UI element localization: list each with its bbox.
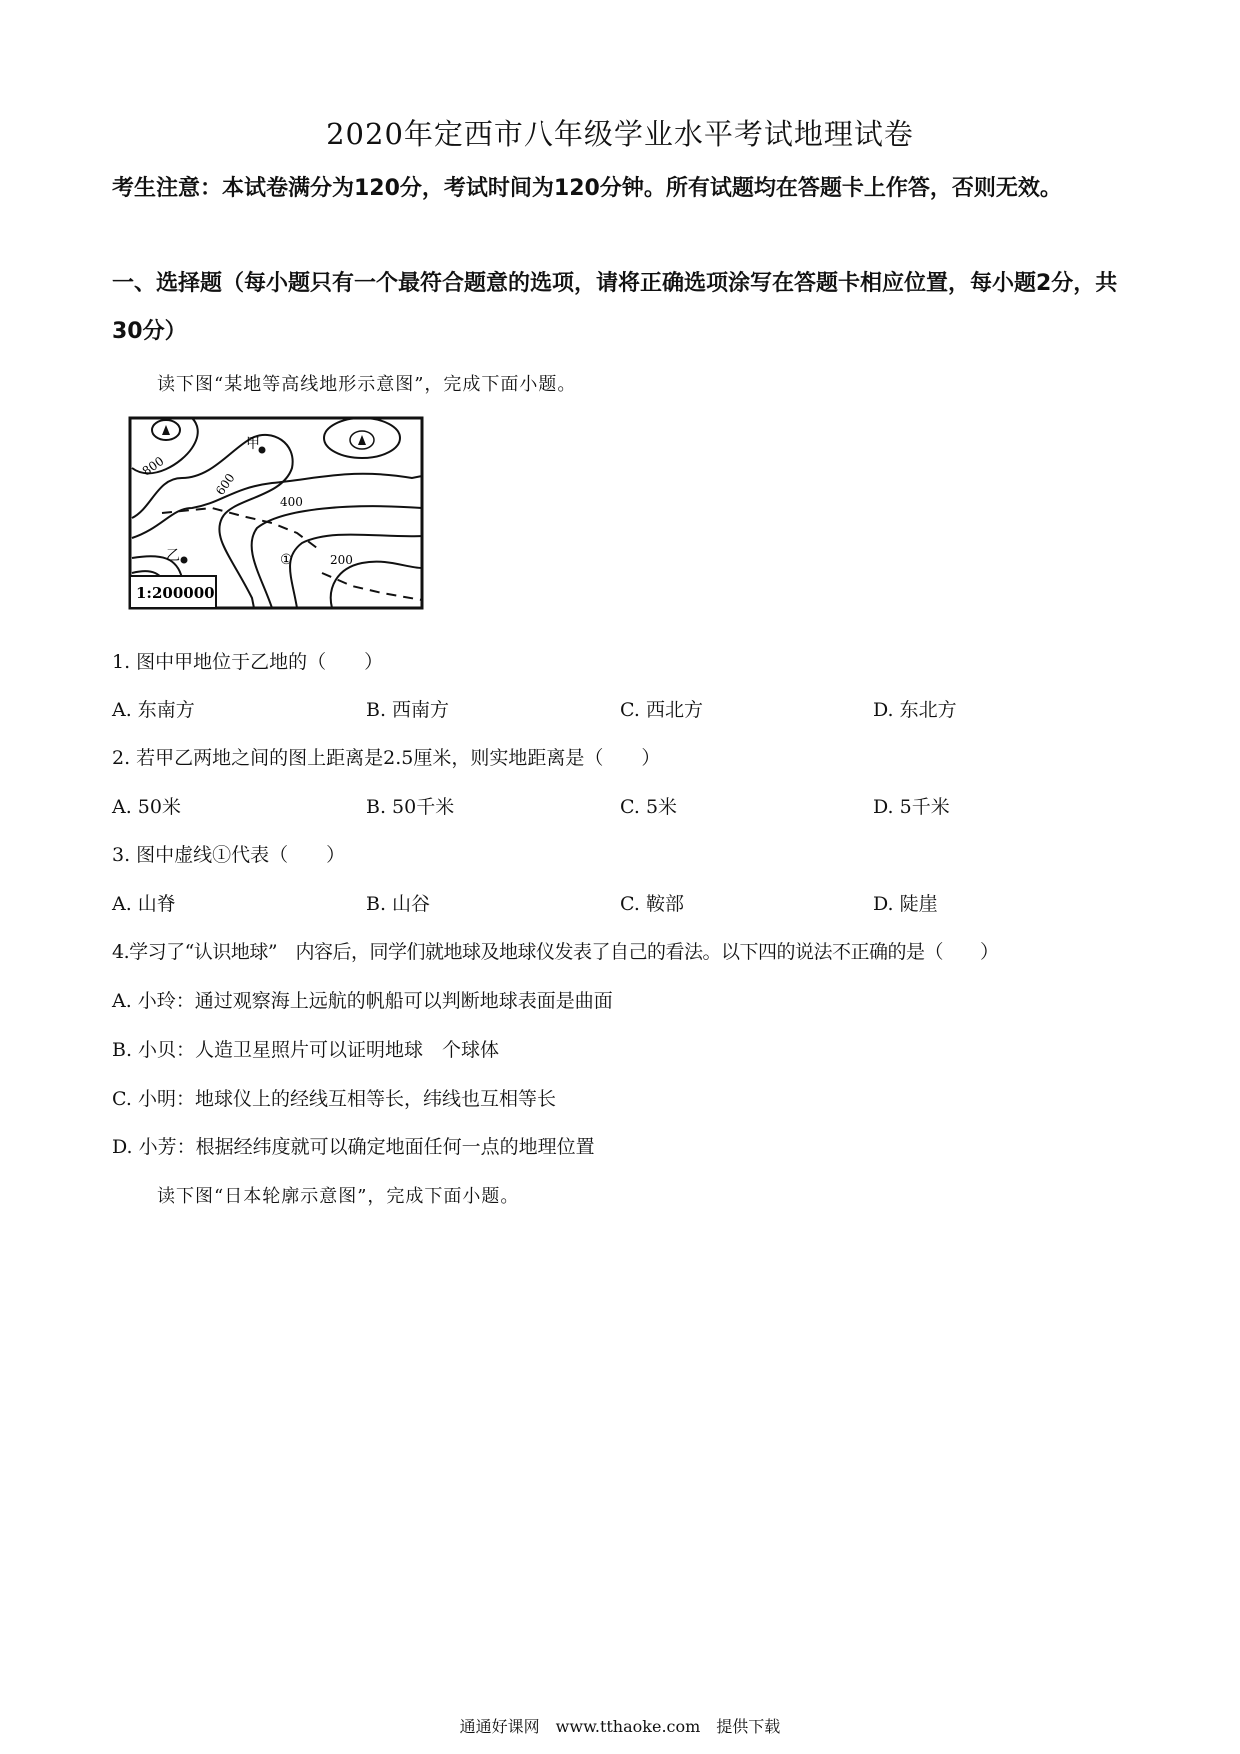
q4-option-a[interactable]: A. 小玲：通过观察海上远航的帆船可以判断地球表面是曲面 (112, 990, 613, 1012)
q3-option-a[interactable]: A. 山脊 (112, 893, 176, 915)
question-3: 3. 图中虚线①代表（ ） (112, 844, 346, 866)
q1-option-d[interactable]: D. 东北方 (873, 699, 957, 721)
contour-200 (290, 535, 422, 608)
peak-icon-left (162, 425, 170, 435)
q1-option-b[interactable]: B. 西南方 (366, 699, 450, 721)
q2-option-b[interactable]: B. 50千米 (366, 796, 455, 818)
label-200: 200 (330, 553, 353, 567)
label-mark-1: ① (280, 552, 293, 568)
figure-intro-1: 读下图“某地等高线地形示意图”，完成下面小题。 (157, 374, 577, 395)
figure-intro-2: 读下图“日本轮廓示意图”，完成下面小题。 (157, 1186, 520, 1207)
q2-option-c[interactable]: C. 5米 (620, 796, 678, 818)
q4-option-c[interactable]: C. 小明：地球仪上的经线互相等长，纬线也互相等长 (112, 1088, 556, 1110)
question-1: 1. 图中甲地位于乙地的（ ） (112, 651, 384, 673)
label-400: 400 (280, 495, 303, 509)
question-2: 2. 若甲乙两地之间的图上距离是2.5厘米，则实地距离是（ ） (112, 747, 661, 769)
peak-icon-right (358, 435, 366, 445)
label-jia: 甲 (246, 436, 260, 452)
q4-option-b[interactable]: B. 小贝：人造卫星照片可以证明地球 个球体 (112, 1039, 500, 1061)
exam-notice: 考生注意：本试卷满分为120分，考试时间为120分钟。所有试题均在答题卡上作答，否则无效。 (112, 176, 1062, 201)
scale-label: 1:200000 (136, 584, 215, 602)
q2-option-a[interactable]: A. 50米 (112, 796, 181, 818)
q3-option-d[interactable]: D. 陡崖 (873, 893, 938, 915)
q3-option-c[interactable]: C. 鞍部 (620, 893, 684, 915)
page-footer: 通通好课网 www.tthaoke.com 提供下载 (459, 1717, 781, 1736)
page-title: 2020年定西市八年级学业水平考试地理试卷 (326, 117, 914, 151)
section-heading: 一、选择题（每小题只有一个最符合题意的选项，请将正确选项涂写在答题卡相应位置，每小题2分，共30分） (112, 271, 1118, 344)
q2-option-d[interactable]: D. 5千米 (873, 796, 950, 818)
contour-map (122, 408, 432, 620)
label-800: 800 (139, 453, 167, 479)
q1-option-c[interactable]: C. 西北方 (620, 699, 703, 721)
contour-200b (331, 562, 422, 608)
question-4: 4.学习了“认识地球” 内容后，同学们就地球及地球仪发表了自己的看法。以下四的说法不正确的是（ ） (112, 941, 999, 963)
point-yi (181, 557, 188, 564)
q4-option-d[interactable]: D. 小芳：根据经纬度就可以确定地面任何一点的地理位置 (112, 1136, 595, 1158)
q3-option-b[interactable]: B. 山谷 (366, 893, 431, 915)
label-600: 600 (212, 470, 238, 498)
q1-option-a[interactable]: A. 东南方 (112, 699, 195, 721)
label-yi: 乙 (166, 548, 180, 564)
